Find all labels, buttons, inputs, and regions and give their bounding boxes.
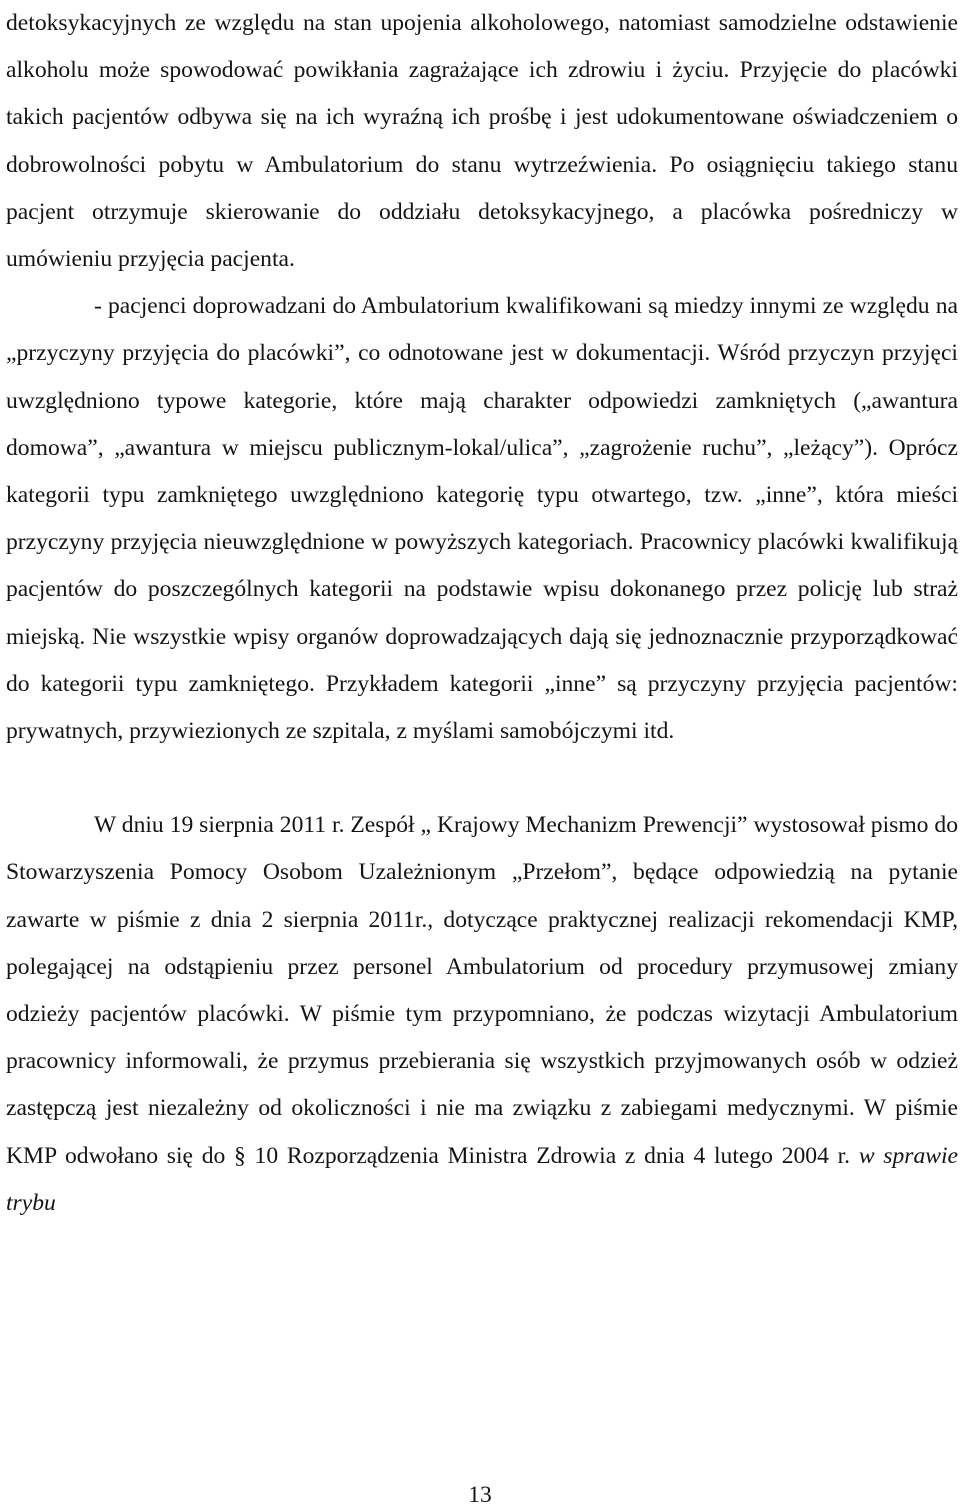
- paragraph-spacer: [6, 755, 958, 802]
- page-number: 13: [468, 1482, 492, 1508]
- italic-text: w sprawie trybu: [6, 1142, 959, 1216]
- paragraph: detoksykacyjnych ze względu na stan upojenia alkoholowego, natomiast samodzielne odstawienie alkoholu może spowodować powikłania zagrażające ich zdrowiu i życiu. Przyjęcie do placówki takich pacjentów odbywa się na ich wyraźną ich prośbę i jest udokumentowane oświadczeniem o dobrowolności pobytu w Ambulatorium do stanu wytrzeźwienia. Po osiągnięciu takiego stanu pacjent otrzymuje skierowanie do oddziału detoksykacyjnego, a placówka pośredniczy w umówieniu przyjęcia pacjenta.: [6, 10, 958, 273]
- paragraph: - pacjenci doprowadzani do Ambulatorium kwalifikowani są miedzy innymi ze względu na „przyczyny przyjęcia do placówki”, co odnotowane jest w dokumentacji. Wśród przyczyn przyjęci uwzględniono typowe kategorie, które mają charakter odpowiedzi zamkniętych („awantura domowa”, „awantura w miejscu publicznym-lokal/ulica”, „zagrożenie ruchu”, „leżący”). Oprócz kategorii typu zamkniętego uwzględniono kategorię typu otwartego, tzw. „inne”, która mieści przyczyny przyjęcia nieuwzględnione w powyższych kategoriach. Pracownicy placówki kwalifikują pacjentów do poszczególnych kategorii na podstawie wpisu dokonanego przez policję lub straż miejską. Nie wszystkie wpisy organów doprowadzających dają się jednoznacznie przyporządkować do kategorii typu zamkniętego. Przykładem kategorii „inne” są przyczyny przyjęcia pacjentów: prywatnych, przywiezionych ze szpitala, z myślami samobójczymi itd.: [6, 293, 958, 745]
- document-page: [6, 0, 958, 1227]
- paragraph-text: W dniu 19 sierpnia 2011 r. Zespół „ Krajowy Mechanizm Prewencji” wystosował pismo do Stowarzyszenia Pomocy Osobom Uzależnionym „Przełom”, będące odpowiedzią na pytanie zawarte w piśmie z dnia 2 sierpnia 2011r., dotyczące praktycznej realizacji rekomendacji KMP, polegającej na odstąpieniu przez personel Ambulatorium od procedury przymusowej zmiany odzieży pacjentów placówki. W piśmie tym przypomniano, że podczas wizytacji Ambulatorium pracownicy informowali, że przymus przebierania się wszystkich przyjmowanych osób w odzież zastępczą jest niezależny od okoliczności i nie ma związku z zabiegami medycznymi. W piśmie KMP odwołano się do § 10 Rozporządzenia Ministra Zdrowia z dnia 4 lutego 2004 r.: [6, 812, 958, 1169]
- paragraph: [6, 802, 958, 1227]
